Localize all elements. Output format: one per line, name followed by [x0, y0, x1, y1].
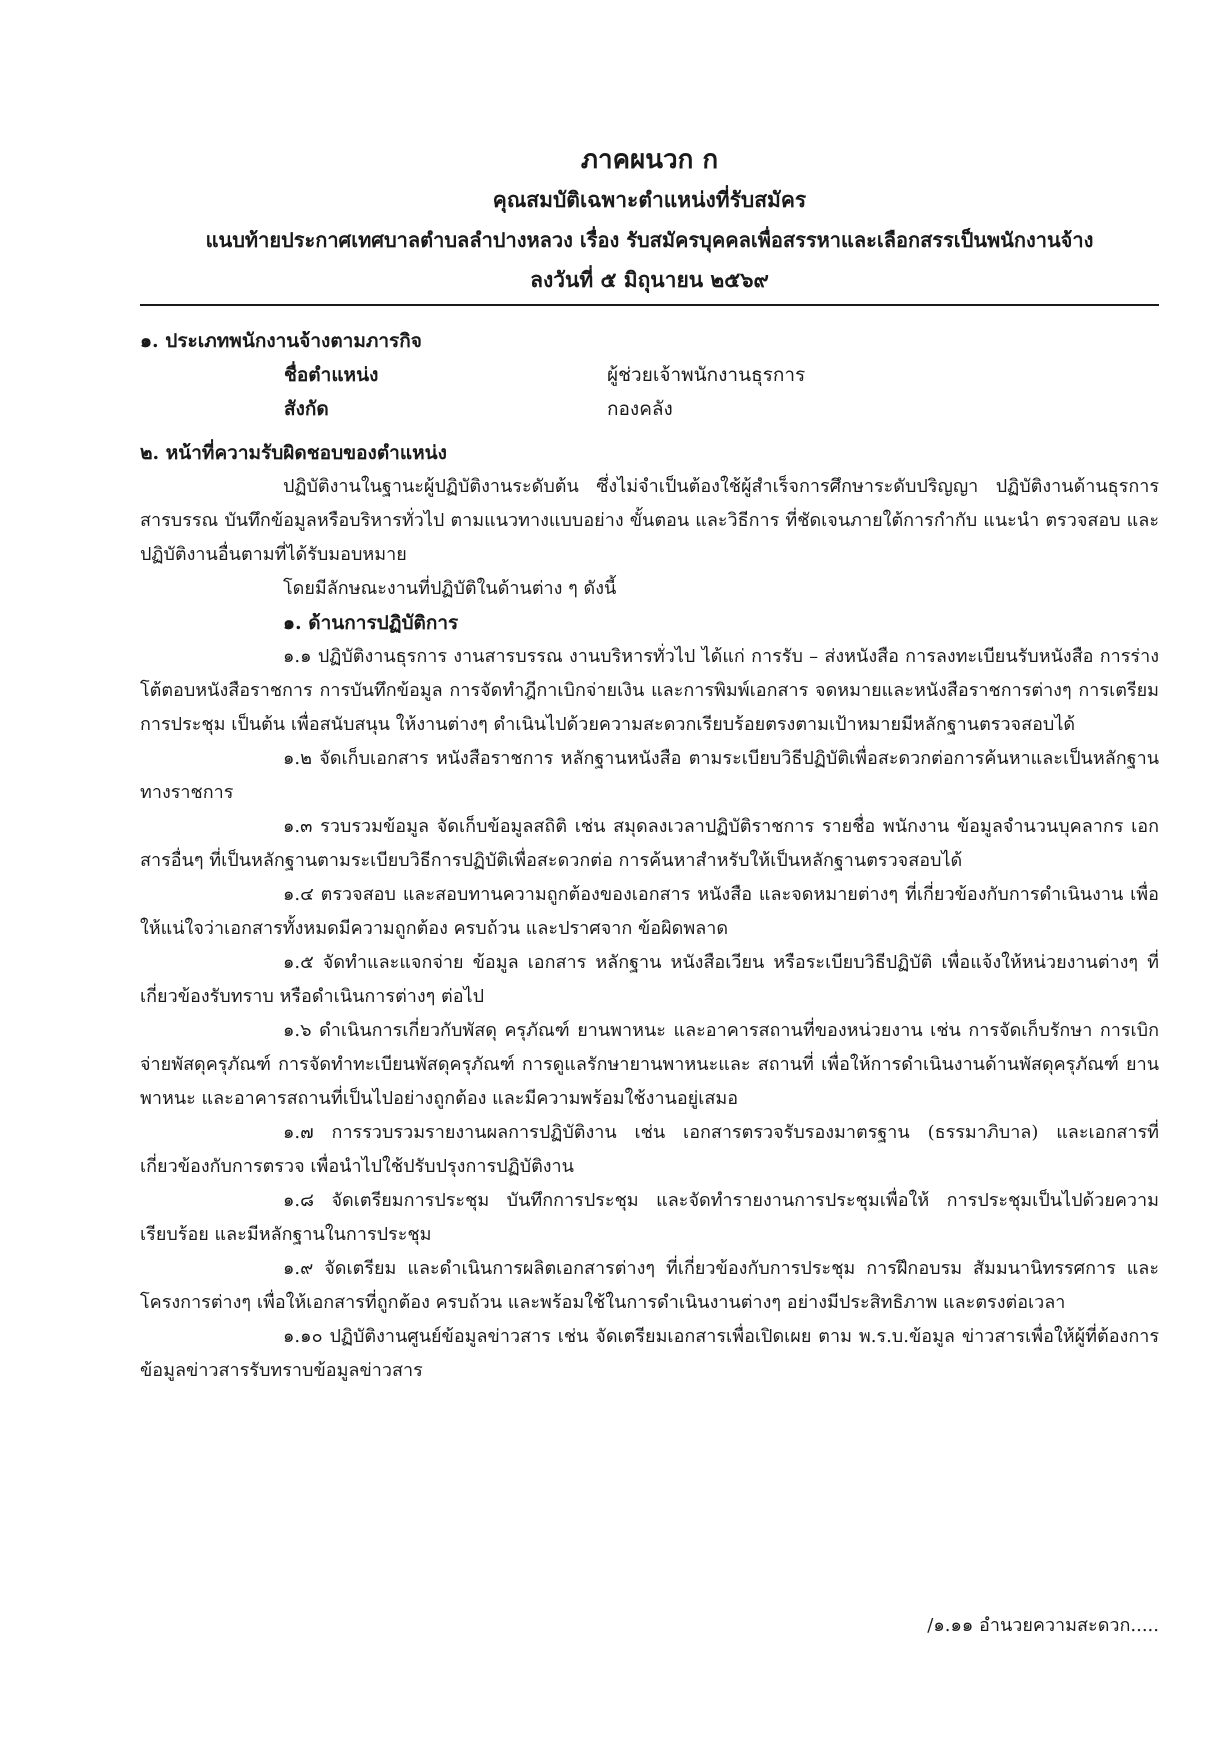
- document-header: [140, 140, 1159, 300]
- appendix-subtitle: คุณสมบัติเฉพาะตำแหน่งที่รับสมัคร: [492, 187, 807, 212]
- duty-item: ๑.๑๐ ปฏิบัติงานศูนย์ข้อมูลข่าวสาร เช่น จัดเตรียมเอกสารเพื่อเปิดเผย ตาม พ.ร.บ.ข้อมูล ข่าวสารเพื่อให้ผู้ที่ต้องการข้อมูลข่าวสารรับทราบข้อมูลข่าวสาร: [140, 1326, 1159, 1381]
- duty-item: ๑.๒ จัดเก็บเอกสาร หนังสือราชการ หลักฐานหนังสือ ตามระเบียบวิธีปฏิบัติเพื่อสะดวกต่อการค้นหาและเป็นหลักฐานทางราชการ: [140, 748, 1159, 803]
- duty-item: ๑.๓ รวบรวมข้อมูล จัดเก็บข้อมูลสถิติ เช่น สมุดลงเวลาปฏิบัติราชการ รายชื่อ พนักงาน ข้อมูลจำนวนบุคลากร เอกสารอื่นๆ ที่เป็นหลักฐานตามระเบียบวิธีการปฏิบัติเพื่อสะดวกต่อ การค้นหาสำหรับให้เป็นหลักฐานตรวจสอบได้: [140, 816, 1159, 871]
- duty-item: ๑.๕ จัดทำและแจกจ่าย ข้อมูล เอกสาร หลักฐาน หนังสือเวียน หรือระเบียบวิธีปฏิบัติ เพื่อแจ้งให้หน่วยงานต่างๆ ที่เกี่ยวข้องรับทราบ หรือดำเนินการต่างๆ ต่อไป: [140, 952, 1159, 1007]
- header-divider: [140, 304, 1159, 306]
- position-row: [140, 358, 1159, 392]
- duty-item: ๑.๔ ตรวจสอบ และสอบทานความถูกต้องของเอกสาร หนังสือ และจดหมายต่างๆ ที่เกี่ยวข้องกับการดำเนินงาน เพื่อให้แน่ใจว่าเอกสารทั้งหมดมีความถูกต้อง ครบถ้วน และปราศจาก ข้อผิดพลาด: [140, 884, 1159, 939]
- announcement-line: แนบท้ายประกาศเทศบาลตำบลลำปางหลวง เรื่อง รับสมัครบุคคลเพื่อสรรหาและเลือกสรรเป็นพนักงานจ้าง: [205, 228, 1094, 252]
- affiliation-row: [140, 392, 1159, 426]
- section-2-heading: ๒. หน้าที่ความรับผิดชอบของตำแหน่ง: [140, 442, 447, 464]
- duty-item: ๑.๑ ปฏิบัติงานธุรการ งานสารบรรณ งานบริหารทั่วไป ได้แก่ การรับ – ส่งหนังสือ การลงทะเบียนรับหนังสือ การร่างโต้ตอบหนังสือราชการ การบันทึกข้อมูล การจัดทำฎีกาเบิกจ่ายเงิน และการพิมพ์เอกสาร จดหมายและหนังสือราชการต่างๆ การเตรียมการประชุม เป็นต้น เพื่อสนับสนุน ให้งานต่างๆ ดำเนินไปด้วยความสะดวกเรียบร้อยตรงตามเป้าหมายมีหลักฐานตรวจสอบได้: [140, 646, 1159, 735]
- position-value: ผู้ช่วยเจ้าพนักงานธุรการ: [607, 364, 806, 386]
- affiliation-value: กองคลัง: [607, 398, 673, 420]
- duty-item: ๑.๘ จัดเตรียมการประชุม บันทึกการประชุม และจัดทำรายงานการประชุมเพื่อให้ การประชุมเป็นไปด้วยความเรียบร้อย และมีหลักฐานในการประชุม: [140, 1190, 1159, 1245]
- duty-item: ๑.๙ จัดเตรียม และดำเนินการผลิตเอกสารต่างๆ ที่เกี่ยวข้องกับการประชุม การฝึกอบรม สัมมนานิทรรศการ และโครงการต่างๆ เพื่อให้เอกสารที่ถูกต้อง ครบถ้วน และพร้อมใช้ในการดำเนินงานต่างๆ อย่างมีประสิทธิภาพ และตรงต่อเวลา: [140, 1258, 1159, 1313]
- continuation-note: /๑.๑๑ อำนวยความสะดวก.....: [927, 1615, 1159, 1636]
- duty-item: ๑.๖ ดำเนินการเกี่ยวกับพัสดุ ครุภัณฑ์ ยานพาหนะ และอาคารสถานที่ของหน่วยงาน เช่น การจัดเก็บรักษา การเบิกจ่ายพัสดุครุภัณฑ์ การจัดทำทะเบียนพัสดุครุภัณฑ์ การดูแลรักษายานพาหนะและ สถานที่ เพื่อให้การดำเนินงานด้านพัสดุครุภัณฑ์ ยานพาหนะ และอาคารสถานที่เป็นไปอย่างถูกต้อง และมีความพร้อมใช้งานอยู่เสมอ: [140, 1020, 1159, 1109]
- announcement-date: ลงวันที่ ๕ มิถุนายน ๒๕๖๙: [530, 267, 769, 292]
- duty-intro-paragraph: ปฏิบัติงานในฐานะผู้ปฏิบัติงานระดับต้น ซึ่งไม่จำเป็นต้องใช้ผู้สำเร็จการศึกษาระดับปริญญา ปฏิบัติงานด้านธุรการ สารบรรณ บันทึกข้อมูลหรือบริหารทั่วไป ตามแนวทางแบบอย่าง ขั้นตอน และวิธีการ ที่ชัดเจนภายใต้การกำกับ แนะนำ ตรวจสอบ และปฏิบัติงานอื่นตามที่ได้รับมอบหมาย: [140, 476, 1159, 565]
- position-label: ชื่อตำแหน่ง: [284, 364, 379, 386]
- duty-item: ๑.๗ การรวบรวมรายงานผลการปฏิบัติงาน เช่น เอกสารตรวจรับรองมาตรฐาน (ธรรมาภิบาล) และเอกสารที่เกี่ยวข้องกับการตรวจ เพื่อนำไปใช้ปรับปรุงการปฏิบัติงาน: [140, 1122, 1159, 1177]
- operations-subheading: ๑. ด้านการปฏิบัติการ: [283, 612, 459, 634]
- section-1-heading: ๑. ประเภทพนักงานจ้างตามภารกิจ: [140, 330, 422, 352]
- duty-lead-paragraph: โดยมีลักษณะงานที่ปฏิบัติในด้านต่าง ๆ ดังนี้: [283, 578, 617, 599]
- appendix-title: ภาคผนวก ก: [580, 145, 719, 175]
- affiliation-label: สังกัด: [284, 398, 329, 420]
